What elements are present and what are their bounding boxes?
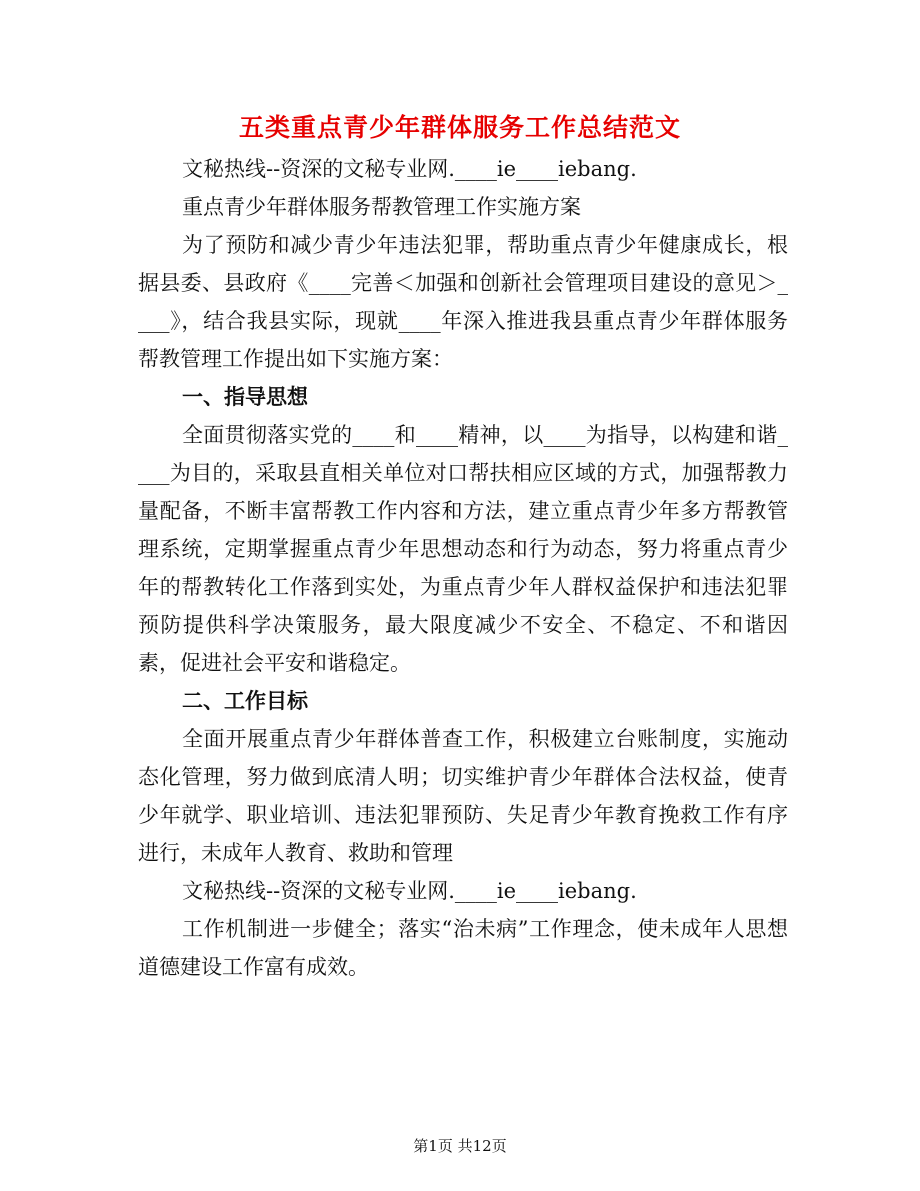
- paragraph-guiding-thought: 全面贯彻落实党的____和____精神，以____为指导，以构建和谐____为目的，采取县直相关单位对口帮扶相应区域的方式，加强帮教力量配备，不断丰富帮教工作内容和方法，建立重点青少年多方帮教管理系统，定期掌握重点青少年思想动态和行为动态，努力将重点青少年的帮教转化工作落到实处，为重点青少年人群权益保护和违法犯罪预防提供科学决策服务，最大限度减少不安全、不稳定、不和谐因素，促进社会平安和谐稳定。: [138, 423, 788, 675]
- paragraph-mechanism: 工作机制进一步健全；落实“治未病”工作理念，使未成年人思想道德建设工作富有成效。: [138, 917, 788, 979]
- page-number-footer: 第1页 共12页: [413, 1137, 507, 1155]
- paragraph-work-goals: 全面开展重点青少年群体普查工作，积极建立台账制度，实施动态化管理，努力做到底清人明；切实维护青少年群体合法权益，使青少年就学、职业培训、违法犯罪预防、失足青少年教育挽救工作有序进行，未成年人教育、救助和管理: [138, 727, 788, 865]
- paragraph-plan-title: 重点青少年群体服务帮教管理工作实施方案: [182, 195, 581, 219]
- paragraph-hotline-1: 文秘热线--资深的文秘专业网.____ie____iebang.: [182, 157, 637, 181]
- document-body: [138, 150, 788, 986]
- document-title: 五类重点青少年群体服务工作总结范文: [238, 113, 681, 142]
- section-heading-work-goals: 二、工作目标: [182, 688, 308, 713]
- paragraph-hotline-2: 文秘热线--资深的文秘专业网.____ie____iebang.: [182, 879, 637, 903]
- paragraph-intro: 为了预防和减少青少年违法犯罪，帮助重点青少年健康成长，根据县委、县政府《____完善＜加强和创新社会管理项目建设的意见＞____》，结合我县实际，现就____年深入推进我县重点青少年群体服务帮教管理工作提出如下实施方案：: [138, 233, 788, 371]
- section-heading-guiding-thought: 一、指导思想: [182, 384, 308, 409]
